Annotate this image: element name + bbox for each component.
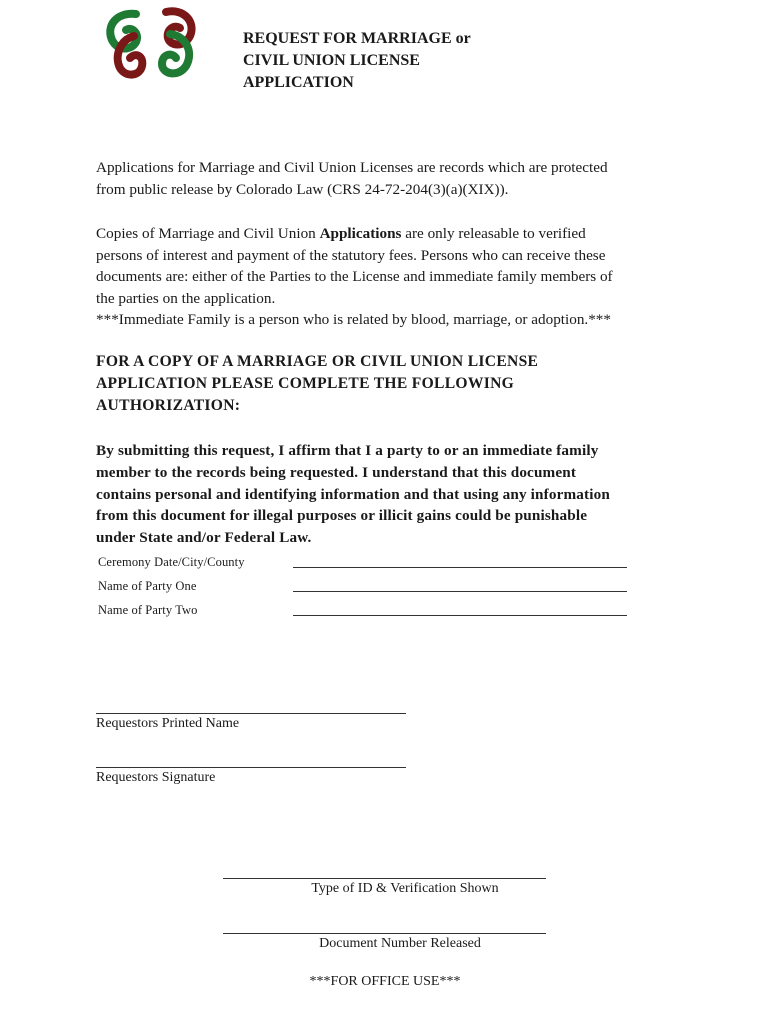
office-use-footer: ***FOR OFFICE USE*** (309, 974, 461, 989)
party-one-field[interactable] (293, 591, 627, 592)
affirmation-line: contains personal and identifying information and that using any information (96, 485, 610, 503)
heading-line: APPLICATION PLEASE COMPLETE THE FOLLOWING (96, 375, 515, 392)
printed-name-field[interactable] (96, 713, 406, 714)
affirmation-line: member to the records being requested. I understand that this document (96, 463, 577, 481)
title-line: REQUEST FOR MARRIAGE or (243, 30, 471, 47)
party-two-label: Name of Party Two (98, 603, 198, 617)
ceremony-date-label: Ceremony Date/City/County (98, 555, 245, 569)
id-verification-label: Type of ID & Verification Shown (311, 881, 499, 896)
copies-line (96, 223, 696, 245)
id-verification-field[interactable] (223, 878, 546, 879)
form-title (243, 28, 471, 94)
affirmation-paragraph (96, 440, 610, 549)
copies-line: ***Immediate Family is a person who is related by blood, marriage, or adoption.*** (96, 311, 611, 329)
party-one-label: Name of Party One (98, 579, 197, 593)
title-line: CIVIL UNION LICENSE (243, 52, 420, 69)
copies-line: documents are: either of the Parties to the License and immediate family members of (96, 268, 613, 286)
document-number-field[interactable] (223, 933, 546, 934)
document-number-label-wrap (0, 936, 770, 952)
id-verification-label-wrap (0, 881, 770, 897)
printed-name-label: Requestors Printed Name (96, 716, 240, 731)
affirmation-line: under State and/or Federal Law. (96, 529, 312, 547)
heading-line: FOR A COPY OF A MARRIAGE OR CIVIL UNION LICENSE (96, 353, 539, 370)
copies-text: are only releasable to verified (401, 225, 586, 242)
intro-line: from public release by Colorado Law (CRS 24-72-204(3)(a)(XIX)). (96, 180, 509, 198)
title-line: APPLICATION (243, 74, 354, 91)
colorado-ribbon-logo (106, 6, 198, 82)
copies-text: Copies of Marriage and Civil Union (96, 225, 320, 242)
ceremony-date-field[interactable] (293, 567, 627, 568)
affirmation-line: By submitting this request, I affirm that I a party to or an immediate family (96, 442, 599, 459)
party-two-field[interactable] (293, 615, 627, 616)
copies-line: persons of interest and payment of the statutory fees. Persons who can receive these (96, 246, 606, 264)
document-number-label: Document Number Released (319, 936, 481, 951)
heading-line: AUTHORIZATION: (96, 397, 241, 414)
intro-line: Applications for Marriage and Civil Union Licenses are records which are protected (96, 159, 608, 176)
affirmation-line: from this document for illegal purposes or illicit gains could be punishable (96, 507, 588, 525)
copies-line: the parties on the application. (96, 289, 276, 307)
signature-field[interactable] (96, 767, 406, 768)
copies-paragraph (96, 223, 696, 331)
signature-label: Requestors Signature (96, 770, 216, 785)
office-use-footer-wrap (0, 974, 770, 990)
copies-bold-text: Applications (319, 225, 402, 242)
intro-paragraph (96, 157, 696, 200)
authorization-heading (96, 351, 538, 417)
